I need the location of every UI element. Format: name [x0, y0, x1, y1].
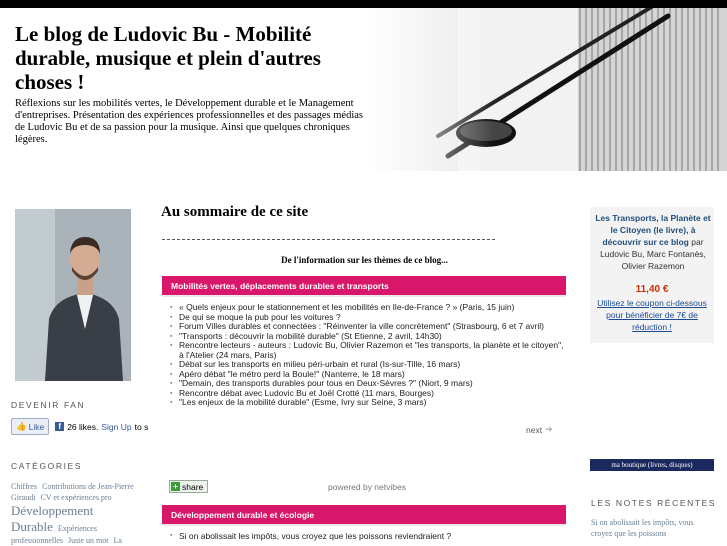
divider: [162, 524, 566, 526]
signup-suffix: to s: [134, 421, 149, 432]
arrow-right-icon: ➔: [545, 424, 553, 434]
list-item[interactable]: ▪ De qui se moque la pub pour les voitures ?: [170, 313, 565, 323]
author-photo: [15, 209, 131, 381]
thumbs-up-icon: 👍: [16, 421, 27, 431]
next-label: next: [526, 424, 543, 435]
section-header-developpement[interactable]: Développement durable et écologie: [162, 505, 566, 524]
book-price: 11,40 €: [635, 284, 669, 295]
category-link[interactable]: Contributions de Jean-Pierre Giraudi: [11, 482, 134, 502]
category-link[interactable]: Juste un mot: [68, 536, 109, 545]
category-link[interactable]: Chiffres: [11, 482, 38, 491]
list-item[interactable]: ▪ Apéro débat "le métro perd la Boule!" (Nanterre, le 18 mars): [170, 370, 565, 380]
recent-note-link[interactable]: Si on abolissait les impôts, vous croyez que les poissons: [591, 518, 694, 538]
list-item[interactable]: ▪ "Transports : découvrir la mobilité durable" (St Etienne, 2 avril, 14h30): [170, 332, 565, 342]
categories-cloud: [11, 481, 136, 546]
mobilites-list: [170, 303, 565, 408]
blog-title[interactable]: Le blog de Ludovic Bu - Mobilité durable, musique et plein d'autres choses !: [15, 22, 321, 94]
blog-header: [0, 8, 727, 171]
list-item[interactable]: ▪ "Demain, des transports durables pour tous en Deux-Sèvres ?" (Niort, 9 mars): [170, 379, 565, 389]
list-item[interactable]: ▪ Si on abolissait les impôts, vous croyez que les poissons reviendraient ?: [170, 531, 565, 541]
top-bar: [0, 0, 727, 8]
page-title: Au sommaire de ce site: [161, 204, 309, 220]
facebook-like-box: [11, 418, 148, 435]
section-header-mobilites[interactable]: Mobilités vertes, déplacements durables et transports: [162, 276, 566, 295]
list-item[interactable]: ▪ « Quels enjeux pour le stationnement et les mobilités en Ile-de-France ? » (Paris, 15 juin): [170, 303, 565, 313]
list-item[interactable]: ▪ Rencontre débat avec Ludovic Bu et Joël Crotté (11 mars, Bourges): [170, 389, 565, 399]
facebook-icon: f: [55, 422, 64, 431]
category-link[interactable]: Développement Durable: [11, 503, 94, 534]
category-link[interactable]: CV et expériences pro: [40, 493, 112, 502]
book-title-link[interactable]: Les Transports, la Planète et le Citoyen (le livre), à découvrir sur ce blog: [595, 213, 711, 247]
book-authors: par Ludovic Bu, Marc Fontanès, Olivier Razemon: [600, 237, 706, 271]
like-button[interactable]: [11, 418, 49, 435]
list-item[interactable]: ▪ Rencontre lecteurs - auteurs : Ludovic Bu, Olivier Razemon et "les transports, la planète et le citoyen", à l'Atelier (24 mars, Paris): [170, 341, 565, 360]
share-label: share: [182, 481, 204, 492]
list-item[interactable]: ▪ Forum Villes durables et connectées : "Réinventer la ville concrètement" (Strasbourg, 6 et 7 avril): [170, 322, 565, 332]
developpement-list: [170, 531, 565, 541]
fan-heading: DEVENIR FAN: [11, 400, 86, 410]
list-item[interactable]: ▪ Débat sur les transports en milieu péri-urbain et rural (Is-sur-Tille, 16 mars): [170, 360, 565, 370]
signup-link[interactable]: Sign Up: [101, 421, 132, 432]
shop-link[interactable]: ma boutique (livres, disques): [590, 459, 714, 471]
category-link[interactable]: La: [113, 536, 122, 545]
categories-heading: CATÉGORIES: [11, 461, 83, 471]
themes-intro: De l'information sur les thèmes de ce blog...: [281, 255, 448, 265]
plus-icon: +: [171, 482, 180, 491]
list-item[interactable]: ▪ "Les enjeux de la mobilité durable" (Esme, Ivry sur Seine, 3 mars): [170, 398, 565, 408]
divider: [162, 239, 495, 240]
divider: [162, 295, 566, 297]
next-link[interactable]: [526, 424, 553, 435]
likes-count: 26 likes.: [67, 421, 99, 432]
like-label: Like: [28, 421, 45, 432]
category-link[interactable]: Expériences professionnelles: [11, 524, 97, 545]
recent-notes-heading: LES NOTES RÉCENTES: [591, 498, 717, 508]
coupon-link[interactable]: Utilisez le coupon ci-dessous pour bénéficier de 7€ de réduction !: [597, 298, 707, 332]
blog-description: Réflexions sur les mobilités vertes, le Développement durable et le Management d'entreprises. Présentation des expériences professionnelles et des passages médias de Ludovic Bu et de sa passion pour la musique. Ainsi que quelques chroniques légères.: [15, 98, 363, 145]
share-button[interactable]: [169, 480, 208, 493]
powered-by[interactable]: powered by netvibes: [328, 482, 406, 492]
book-promo-text: [593, 212, 713, 272]
chopsticks-header-image: [368, 8, 727, 171]
